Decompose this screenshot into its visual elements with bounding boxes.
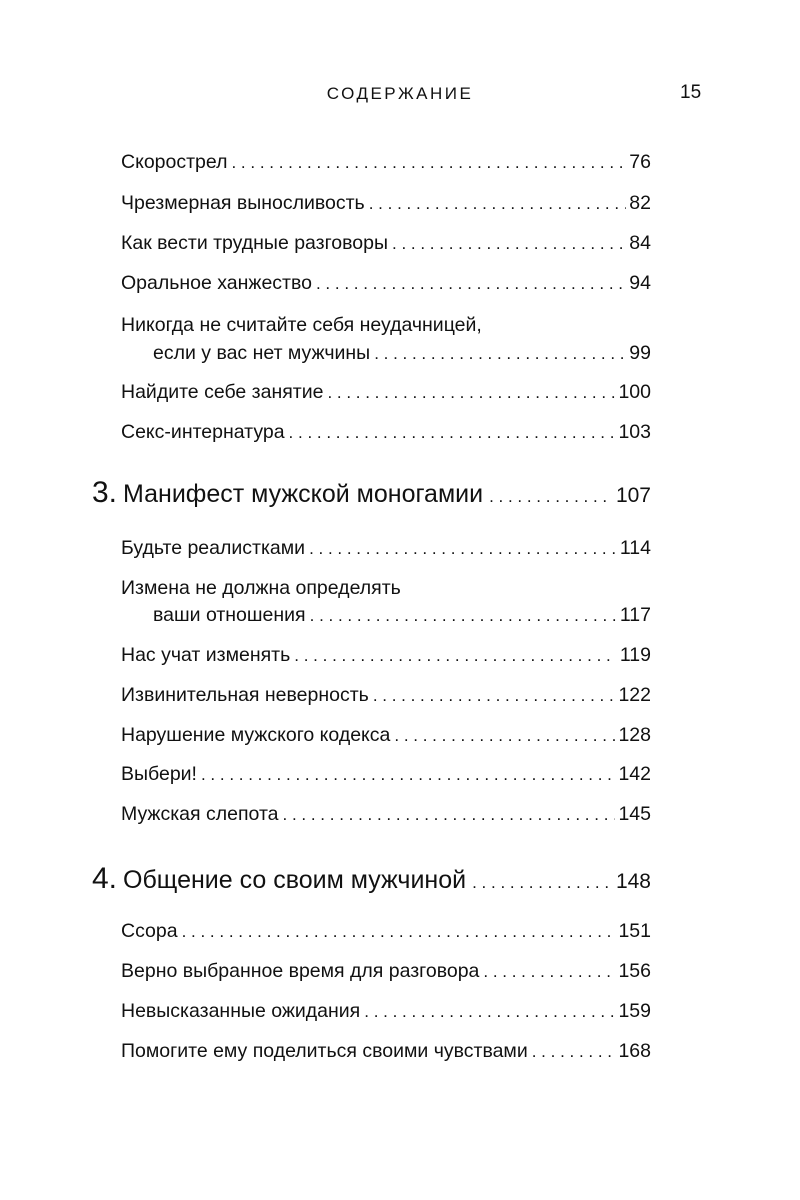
dot-leader xyxy=(201,761,615,789)
toc-entry-page: 103 xyxy=(618,421,651,443)
toc-entry xyxy=(121,534,651,563)
toc-entry-page: 94 xyxy=(629,272,651,294)
toc-entry xyxy=(121,641,651,670)
toc-entry-page: 117 xyxy=(619,604,651,626)
toc-entry xyxy=(121,681,651,710)
running-title: СОДЕРЖАНИЕ xyxy=(326,84,474,103)
toc-entry-title: Секс-интернатура xyxy=(121,421,285,443)
toc-entry-title: Оральное ханжество xyxy=(121,272,312,294)
toc-entry-title: Нарушение мужского кодекса xyxy=(121,724,391,746)
toc-entry-title-line1: Никогда не считайте себя неудачницей, xyxy=(121,314,482,336)
toc-entry-title: Как вести трудные разговоры xyxy=(121,232,389,254)
toc-entry xyxy=(121,418,651,447)
toc-entry xyxy=(121,997,651,1026)
dot-leader xyxy=(182,918,616,946)
toc-entry-page: 119 xyxy=(619,644,651,666)
toc-entry xyxy=(121,189,651,218)
toc-entry xyxy=(121,800,651,829)
toc-entry xyxy=(121,148,651,177)
toc-entry-page: 145 xyxy=(618,803,651,825)
chapter-title: Общение со своим мужчиной xyxy=(123,866,467,894)
toc-entry-page: 76 xyxy=(629,151,651,173)
toc-entry xyxy=(121,957,651,986)
chapter-heading xyxy=(92,862,651,896)
chapter-page: 148 xyxy=(615,870,651,893)
chapter-number: 3. xyxy=(92,476,118,509)
toc-entry-page: 114 xyxy=(619,537,651,559)
dot-leader xyxy=(294,642,617,670)
toc-entry-title: Верно выбранное время для разговора xyxy=(121,960,480,982)
toc-entry-title: Мужская слепота xyxy=(121,803,279,825)
toc-entry-title: Будьте реалистками xyxy=(121,537,306,559)
toc-entry-page: 82 xyxy=(629,192,651,214)
dot-leader xyxy=(327,379,615,407)
page-number: 15 xyxy=(680,82,702,103)
toc-entry-page: 84 xyxy=(629,232,651,254)
dot-leader xyxy=(316,270,626,298)
dot-leader xyxy=(373,682,616,710)
toc-entry-title: Чрезмерная выносливость xyxy=(121,192,365,214)
dot-leader xyxy=(231,149,626,177)
dot-leader xyxy=(309,535,617,563)
chapter-number: 4. xyxy=(92,862,118,895)
dot-leader xyxy=(374,340,626,368)
chapter-heading xyxy=(92,476,651,510)
toc-entry-title: Выбери! xyxy=(121,763,197,785)
toc-entry-title-line1: Измена не должна определять xyxy=(121,577,401,599)
dot-leader xyxy=(489,487,613,507)
toc-entry xyxy=(121,760,651,789)
toc-entry-title: Ссора xyxy=(121,920,178,942)
toc-entry-page: 100 xyxy=(618,381,651,403)
toc-entry-title: если у вас нет мужчины xyxy=(153,342,371,364)
dot-leader xyxy=(532,1038,616,1066)
dot-leader xyxy=(392,230,626,258)
toc-entry xyxy=(121,917,651,946)
toc-entry-page: 156 xyxy=(618,960,651,982)
toc-entry xyxy=(121,378,651,407)
toc-entry-page: 128 xyxy=(618,724,651,746)
dot-leader xyxy=(483,958,615,986)
toc-entry xyxy=(121,1037,651,1066)
toc-entry-page: 142 xyxy=(618,763,651,785)
toc-entry-page: 159 xyxy=(618,1000,651,1022)
toc-entry xyxy=(153,339,651,368)
toc-entry-title: Невысказанные ожидания xyxy=(121,1000,361,1022)
toc-entry-title: Помогите ему поделиться своими чувствами xyxy=(121,1040,528,1062)
chapter-page: 107 xyxy=(615,484,651,507)
toc-entry xyxy=(121,269,651,298)
dot-leader xyxy=(289,419,616,447)
dot-leader xyxy=(394,722,615,750)
dot-leader xyxy=(369,190,627,218)
dot-leader xyxy=(310,602,617,630)
toc-entry-page: 122 xyxy=(618,684,651,706)
dot-leader xyxy=(364,998,615,1026)
toc-entry xyxy=(121,229,651,258)
toc-entry-title: Найдите себе занятие xyxy=(121,381,324,403)
toc-entry-title: Скорострел xyxy=(121,151,228,173)
toc-entry-title: Извинительная неверность xyxy=(121,684,369,706)
toc-entry-title: Нас учат изменять xyxy=(121,644,291,666)
toc-entry-page: 99 xyxy=(629,342,651,364)
toc-entry xyxy=(153,601,651,630)
dot-leader xyxy=(283,801,616,829)
toc-entry xyxy=(121,721,651,750)
dot-leader xyxy=(472,873,613,893)
toc-entry-page: 151 xyxy=(618,920,651,942)
chapter-title: Манифест мужской моногамии xyxy=(123,480,484,508)
toc-entry-page: 168 xyxy=(618,1040,651,1062)
toc-entry-title: ваши отношения xyxy=(153,604,306,626)
